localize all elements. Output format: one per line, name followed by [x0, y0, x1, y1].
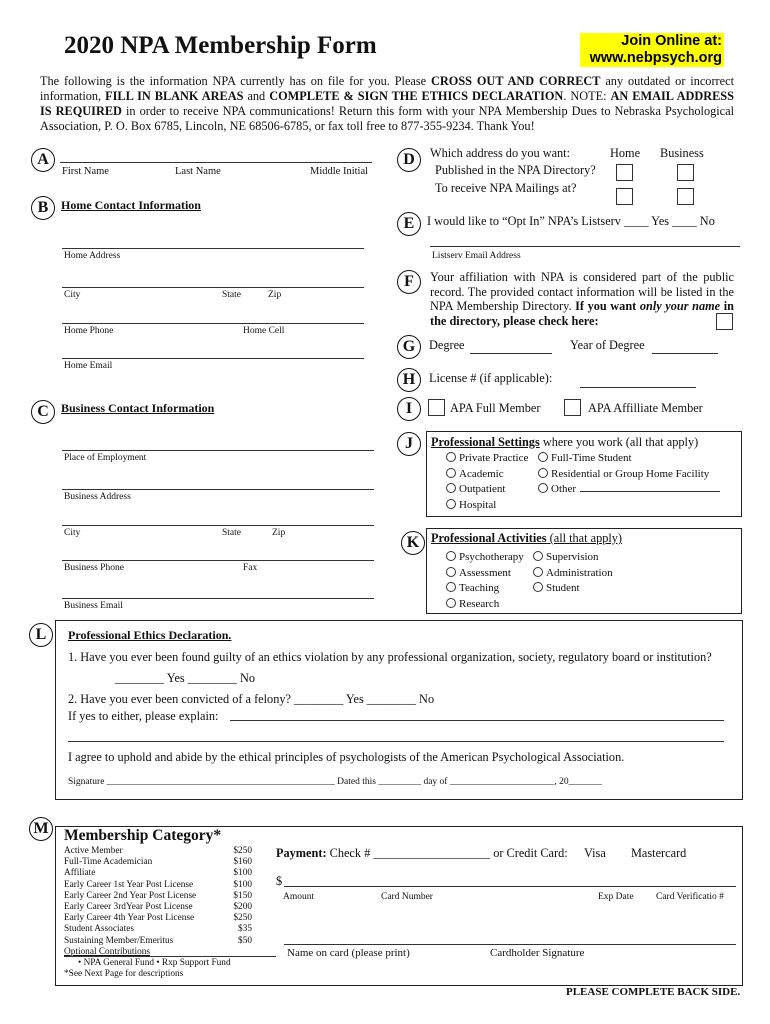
radio-circle-icon [533, 567, 543, 577]
cvv-label: Card Verificatio # [656, 892, 724, 902]
middle-initial-label: Middle Initial [310, 166, 369, 177]
radio-circle-icon [538, 468, 548, 478]
membership-name: Affiliate [64, 868, 96, 879]
address-question: Which address do you want: [430, 146, 571, 160]
directory-business-checkbox[interactable] [677, 164, 694, 181]
section-h-badge: H [397, 368, 421, 392]
section-a-badge: A [31, 148, 55, 172]
membership-price: $250 [233, 846, 252, 856]
listserv-email-label: Listserv Email Address [432, 251, 521, 261]
mastercard-option[interactable]: Mastercard [631, 846, 687, 860]
section-f-badge: F [397, 270, 421, 294]
cardholder-signature-label: Cardholder Signature [490, 947, 585, 959]
last-name-label: Last Name [175, 166, 221, 177]
home-email-field[interactable] [62, 358, 364, 359]
radio-circle-icon [446, 551, 456, 561]
section-l-badge: L [29, 623, 53, 647]
explain-field-1[interactable] [230, 720, 724, 721]
settings-heading: Professional Settings where you work (all that apply) [431, 435, 699, 449]
membership-price: $100 [233, 879, 252, 890]
ethics-question-1: 1. Have you ever been found guilty of an ethics violation by any professional organization, society, regulatory board or institution? [68, 650, 712, 664]
degree-field[interactable] [470, 353, 552, 354]
home-phone-label: Home Phone [64, 326, 114, 336]
membership-option[interactable] [64, 846, 252, 857]
home-address-label: Home Address [64, 251, 121, 261]
affiliation-text: Your affiliation with NPA is considered part of the public record. The provided contact information will be listed in the NPA Membership Directory. If you want only your name in the directory, please check here: [430, 270, 734, 328]
intro-paragraph: The following is the information NPA currently has on file for you. Please CROSS OUT AND CORRECT any outdated or incorrect information, FILL IN BLANK AREAS and COMPLETE & SIGN THE ETHICS DECLARATION. NOTE: AN EMAIL ADDRESS IS REQUIRED in order to receive NPA communications! Return this form with your NPA Membership Dues to Nebraska Psychological Association, P. O. Box 6785, Lincoln, NE 68506-6785, or fax toll free to 877-355-9234. Thank You! [40, 74, 734, 133]
membership-name: Sustaining Member/Emeritus [64, 935, 174, 946]
explain-label: If yes to either, please explain: [68, 709, 219, 723]
section-i-badge: I [397, 397, 421, 421]
website-link[interactable]: www.nebpsych.org [589, 50, 722, 66]
home-column-label: Home [610, 146, 641, 160]
membership-option[interactable] [64, 936, 252, 947]
activities-col2 [533, 550, 613, 597]
mailings-home-checkbox[interactable] [616, 188, 633, 205]
signature-line[interactable]: Signature ________________________________________________ Dated this _________ day of ______________________, 20_______ [68, 777, 602, 787]
name-on-card-label: Name on card (please print) [287, 947, 410, 959]
membership-name: Full-Time Academician [64, 857, 153, 868]
activity-psychotherapy[interactable]: Psychotherapy [446, 550, 524, 566]
radio-circle-icon [533, 551, 543, 561]
activities-heading: Professional Activities (all that apply) [431, 531, 623, 545]
membership-price: $150 [233, 890, 252, 901]
activities-col1 [446, 550, 524, 612]
setting-other[interactable]: Other [538, 482, 709, 498]
business-address-label: Business Address [64, 492, 131, 502]
membership-price: $200 [233, 902, 252, 913]
membership-option[interactable] [64, 891, 252, 902]
contribution-options[interactable]: • NPA General Fund • Rxp Support Fund [78, 958, 231, 969]
business-email-label: Business Email [64, 601, 123, 611]
home-email-label: Home Email [64, 361, 113, 371]
business-column-label: Business [660, 146, 704, 160]
mailings-business-checkbox[interactable] [677, 188, 694, 205]
radio-circle-icon [538, 452, 548, 462]
radio-circle-icon [538, 483, 548, 493]
setting-outpatient[interactable]: Outpatient [446, 482, 528, 498]
setting-other-field[interactable] [580, 491, 720, 492]
radio-circle-icon [446, 452, 456, 462]
membership-option[interactable] [64, 913, 252, 924]
descriptions-note: *See Next Page for descriptions [64, 969, 184, 980]
membership-name: Early Career 2nd Year Post License [64, 890, 197, 901]
membership-heading: Membership Category* [64, 827, 222, 844]
activity-student[interactable]: Student [533, 581, 613, 597]
name-line[interactable] [60, 162, 372, 163]
membership-name: Active Member [64, 846, 123, 856]
ethics-answer-1[interactable]: ________ Yes ________ No [115, 671, 256, 685]
page-title: 2020 NPA Membership Form [64, 32, 377, 59]
business-phone-field[interactable] [62, 560, 374, 561]
optional-label: Optional Contributions [64, 947, 150, 957]
section-c-badge: C [31, 400, 55, 424]
home-city-label: City [64, 290, 81, 300]
business-city-label: City [64, 528, 81, 538]
directory-home-checkbox[interactable] [616, 164, 633, 181]
ethics-heading: Professional Ethics Declaration. [68, 628, 232, 642]
section-g-badge: G [397, 335, 421, 359]
license-field[interactable] [580, 387, 696, 388]
setting-hospital[interactable]: Hospital [446, 498, 528, 514]
membership-name: Student Associates [64, 924, 134, 935]
home-phone-field[interactable] [62, 323, 364, 324]
home-state-label: State [222, 290, 241, 300]
section-m-badge: M [29, 817, 53, 841]
visa-option[interactable]: Visa [584, 846, 606, 860]
business-contact-heading: Business Contact Information [61, 401, 215, 415]
business-phone-label: Business Phone [64, 563, 124, 573]
membership-option[interactable] [64, 880, 252, 891]
apa-affiliate-checkbox[interactable] [564, 399, 581, 416]
activity-teaching[interactable]: Teaching [446, 581, 524, 597]
section-d-badge: D [397, 148, 421, 172]
complete-back-notice: PLEASE COMPLETE BACK SIDE. [566, 986, 741, 998]
radio-circle-icon [533, 582, 543, 592]
listserv-email-field[interactable] [430, 246, 740, 247]
payment-row: Payment: Check # ___________________ or Credit Card: [276, 846, 568, 860]
membership-name: Early Career 3rdYear Post License [64, 902, 193, 913]
year-degree-label: Year of Degree [570, 338, 645, 352]
home-zip-label: Zip [268, 290, 282, 300]
setting-fulltime-student[interactable]: Full-Time Student [538, 451, 709, 467]
optional-contributions [64, 947, 231, 981]
membership-price: $35 [238, 924, 252, 935]
membership-option[interactable] [64, 902, 252, 913]
join-online-label: Join Online at: [621, 33, 722, 49]
ethics-agreement: I agree to uphold and abide by the ethical principles of psychologists of the American Psychological Association. [68, 750, 625, 764]
membership-name: Early Career 1st Year Post License [64, 879, 194, 890]
explain-field-2[interactable] [68, 741, 724, 742]
card-number-label: Card Number [381, 892, 433, 902]
directory-row-label: Published in the NPA Directory? [435, 163, 596, 177]
section-e-badge: E [397, 212, 421, 236]
cardholder-field[interactable] [284, 944, 736, 945]
home-address-field[interactable] [62, 248, 364, 249]
business-email-field[interactable] [62, 598, 374, 599]
license-label: License # (if applicable): [429, 371, 553, 385]
first-name-label: First Name [62, 166, 109, 177]
section-j-badge: J [397, 432, 421, 456]
exp-date-label: Exp Date [598, 892, 634, 902]
apa-full-label: APA Full Member [450, 401, 541, 415]
section-b-badge: B [31, 196, 55, 220]
membership-price: $160 [233, 857, 252, 868]
activity-supervision[interactable]: Supervision [533, 550, 613, 566]
home-cell-label: Home Cell [243, 326, 285, 336]
radio-circle-icon [446, 582, 456, 592]
membership-price: $100 [233, 868, 252, 879]
employment-label: Place of Employment [64, 453, 147, 463]
setting-academic[interactable]: Academic [446, 467, 528, 483]
degree-label: Degree [429, 338, 465, 352]
business-fax-label: Fax [243, 563, 258, 573]
setting-private-practice[interactable]: Private Practice [446, 451, 528, 467]
activity-administration[interactable]: Administration [533, 566, 613, 582]
activity-assessment[interactable]: Assessment [446, 566, 524, 582]
radio-circle-icon [446, 499, 456, 509]
business-address-field[interactable] [62, 489, 374, 490]
radio-circle-icon [446, 483, 456, 493]
dollar-sign: $ [276, 874, 283, 888]
membership-option[interactable] [64, 857, 252, 868]
membership-list [64, 846, 252, 947]
listserv-optin[interactable]: I would like to “Opt In” NPA’s Listserv ____ Yes ____ No [427, 214, 715, 228]
radio-circle-icon [446, 468, 456, 478]
membership-option[interactable] [64, 924, 252, 935]
settings-col1 [446, 451, 528, 513]
ethics-question-2[interactable]: 2. Have you ever been convicted of a felony? ________ Yes ________ No [68, 692, 435, 706]
year-degree-field[interactable] [652, 353, 718, 354]
mailings-row-label: To receive NPA Mailings at? [435, 181, 577, 195]
section-k-badge: K [401, 531, 425, 555]
contribution-line [64, 956, 276, 957]
business-city-field[interactable] [62, 525, 374, 526]
membership-option[interactable] [64, 868, 252, 879]
radio-circle-icon [446, 598, 456, 608]
join-online-banner[interactable] [580, 33, 724, 67]
membership-name: Early Career 4th Year Post License [64, 913, 195, 924]
membership-price: $50 [238, 935, 252, 946]
radio-circle-icon [446, 567, 456, 577]
home-contact-heading: Home Contact Information [61, 198, 201, 212]
business-zip-label: Zip [272, 528, 286, 538]
membership-price: $250 [233, 913, 252, 924]
amount-label: Amount [283, 892, 315, 902]
home-city-field[interactable] [62, 287, 364, 288]
card-info-field[interactable] [284, 886, 736, 887]
apa-full-checkbox[interactable] [428, 399, 445, 416]
apa-affiliate-label: APA Affilliate Member [588, 401, 703, 415]
activity-research[interactable]: Research [446, 597, 524, 613]
business-state-label: State [222, 528, 241, 538]
setting-residential[interactable]: Residential or Group Home Facility [538, 467, 709, 483]
name-only-checkbox[interactable] [716, 313, 733, 330]
employment-field[interactable] [62, 450, 374, 451]
